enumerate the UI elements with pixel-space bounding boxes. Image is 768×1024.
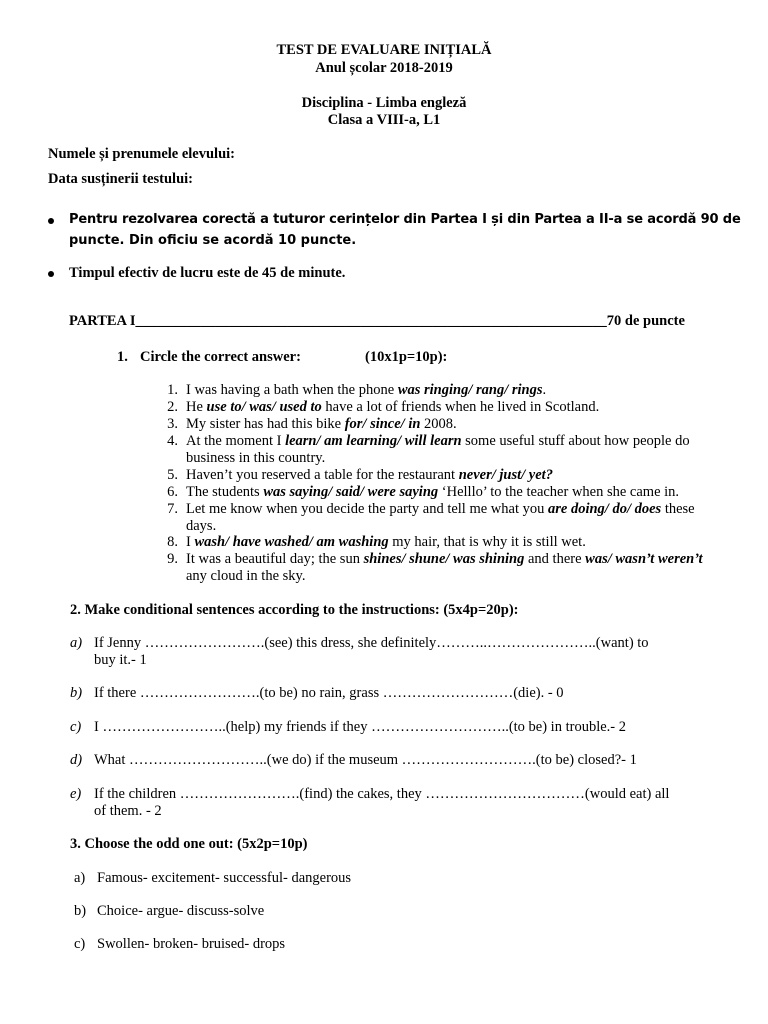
ex1-item-number: 8.	[167, 534, 178, 550]
ex2-item-line: I ……………………..(help) my friends if they ………………………..(to be) in trouble.- 2	[94, 719, 626, 735]
ex2-item-letter: a)	[70, 635, 83, 651]
answer-options: shines/ shune/ was shining	[363, 551, 525, 567]
ex1-item-number: 7.	[167, 501, 178, 517]
ex2-item	[94, 719, 714, 736]
test-date-label: Data susținerii testului:	[48, 171, 193, 187]
ex2-item-line: of them. - 2	[94, 803, 162, 819]
ex3-item: Famous- excitement- successful- dangerous	[97, 870, 352, 886]
bullet-dot	[48, 271, 54, 277]
ex2-title: 2. Make conditional sentences according to the instructions: (5x4p=20p):	[70, 602, 519, 618]
item-text: I	[186, 534, 195, 550]
test-title: TEST DE EVALUARE INIȚIALĂ	[276, 42, 492, 58]
item-text: I was having a bath when the phone	[186, 382, 398, 398]
ex1-item-number: 4.	[167, 433, 178, 449]
item-text: any cloud in the sky.	[186, 568, 306, 584]
ex2-item-line: If there …………………….(to be) no rain, grass ………………………(die). - 0	[94, 685, 564, 701]
ex2-item-letter: b)	[70, 685, 83, 701]
class-label: Clasa a VIII-a, L1	[327, 112, 441, 128]
answer-options: never/ just/ yet?	[458, 467, 553, 483]
instruction-points-line1: Pentru rezolvarea corectă a tuturor cerințelor din Partea I și din Partea a II-a se acordă 90 de	[69, 212, 741, 227]
ex3-item-letter: b)	[74, 903, 87, 919]
ex2-item-line: If Jenny …………………….(see) this dress, she definitely………..…………………..(want) to	[94, 635, 649, 651]
item-text: some useful stuff about how people do business in this country.	[186, 433, 690, 466]
ex2-item-line: buy it.- 1	[94, 652, 147, 668]
ex1-score: (10x1p=10p):	[365, 349, 448, 365]
item-text: ‘Helllo’ to the teacher when she came in.	[438, 484, 680, 500]
ex1-item-number: 1.	[167, 382, 178, 398]
ex1-item	[186, 433, 726, 467]
ex1-item	[186, 501, 726, 535]
item-text: these days.	[186, 501, 695, 534]
instruction-time: Timpul efectiv de lucru este de 45 de minute.	[69, 265, 346, 281]
ex1-item-number: 9.	[167, 551, 178, 567]
answer-options: was saying/ said/ were saying	[263, 484, 439, 500]
ex3-title: 3. Choose the odd one out: (5x2p=10p)	[70, 836, 308, 852]
ex1-item-number: 2.	[167, 399, 178, 415]
item-text: .	[542, 382, 547, 398]
answer-options: learn/ am learning/ will learn	[285, 433, 462, 449]
ex2-item-letter: e)	[70, 786, 82, 802]
part1-label: PARTEA I	[69, 313, 136, 329]
ex3-item-letter: c)	[74, 936, 86, 952]
answer-options: was ringing/ rang/ rings	[397, 382, 543, 398]
discipline: Disciplina - Limba engleză	[301, 95, 467, 111]
item-text: and there	[524, 551, 586, 567]
item-text: My sister has had this bike	[186, 416, 345, 432]
ex1-item	[186, 382, 726, 399]
item-text: It was a beautiful day; the sun	[186, 551, 364, 567]
part1-rule: _________________________________________________________________	[135, 313, 607, 329]
ex1-item	[186, 399, 726, 416]
ex3-item-letter: a)	[74, 870, 86, 886]
ex2-item	[94, 635, 714, 669]
item-text: Let me know when you decide the party and tell me what you	[186, 501, 548, 517]
ex2-item-letter: d)	[70, 752, 83, 768]
ex1-item	[186, 416, 726, 433]
ex1-title: Circle the correct answer:	[140, 349, 301, 365]
item-text: At the moment I	[186, 433, 286, 449]
ex2-item	[94, 752, 714, 769]
ex3-item: Swollen- broken- bruised- drops	[97, 936, 286, 952]
ex2-item	[94, 786, 714, 820]
answer-options: use to/ was/ used to	[206, 399, 322, 415]
answer-options: for/ since/ in	[344, 416, 421, 432]
ex2-item-letter: c)	[70, 719, 82, 735]
item-text: Haven’t you reserved a table for the restaurant	[186, 467, 459, 483]
answer-options: are doing/ do/ does	[548, 501, 662, 517]
ex1-item-number: 5.	[167, 467, 178, 483]
ex1-item	[186, 467, 726, 484]
answer-options: wash/ have washed/ am washing	[194, 534, 389, 550]
ex3-item: Choice- argue- discuss-solve	[97, 903, 265, 919]
answer-options: was/ wasn’t weren’t	[585, 551, 703, 567]
bullet-dot	[48, 218, 54, 224]
item-text: He	[186, 399, 207, 415]
instruction-points-line2: puncte. Din oficiu se acordă 10 puncte.	[69, 233, 357, 248]
ex1-item	[186, 484, 726, 501]
ex1-item	[186, 534, 726, 551]
student-name-label: Numele și prenumele elevului:	[48, 146, 236, 162]
ex1-item	[186, 551, 726, 585]
ex2-item	[94, 685, 714, 702]
part1-header	[69, 313, 685, 330]
ex1-item-number: 3.	[167, 416, 178, 432]
ex2-item-line: What ………………………..(we do) if the museum ……………………….(to be) closed?- 1	[94, 752, 637, 768]
ex1-number: 1.	[117, 349, 128, 365]
item-text: my hair, that is why it is still wet.	[388, 534, 586, 550]
ex2-item-line: If the children …………………….(find) the cakes, they ……………………………(would eat) all	[94, 786, 670, 802]
part1-points: 70 de puncte	[606, 313, 685, 329]
item-text: The students	[186, 484, 264, 500]
item-text: 2008.	[420, 416, 457, 432]
item-text: have a lot of friends when he lived in Scotland.	[321, 399, 600, 415]
school-year: Anul școlar 2018-2019	[315, 60, 453, 76]
ex1-item-number: 6.	[167, 484, 178, 500]
